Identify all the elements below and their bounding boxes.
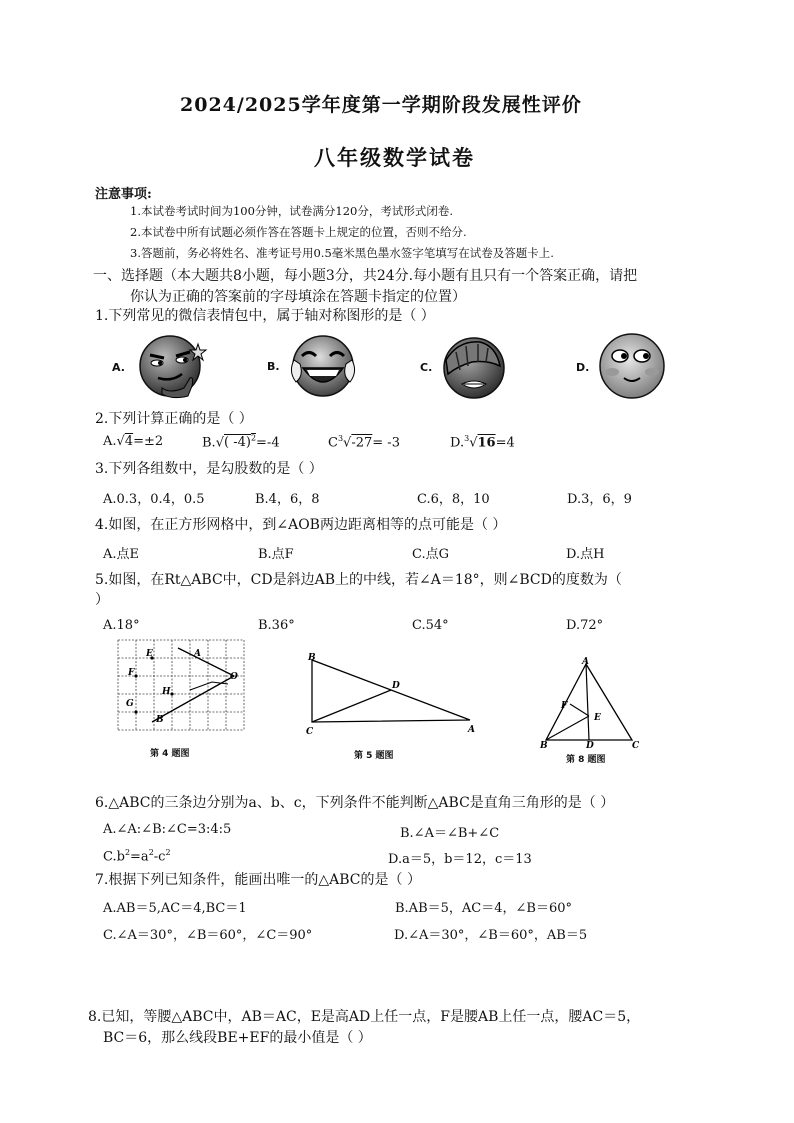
q2-option-a [103,434,163,449]
q2-stem: 2.下列计算正确的是（ ） [95,411,253,427]
q4-option-c: C.点G [412,547,450,562]
q2-c-index: 3 [337,434,344,443]
q2-d-rest: =4 [495,435,515,451]
q1-option-c-label: C. [420,361,433,374]
fig5-label-c: C [306,727,314,737]
fig8-label-e: E [594,713,601,723]
q3-option-a: A.0.3，0.4，0.5 [103,492,205,507]
q8-stem-line1: 8.已知，等腰△ABC中，AB＝AC，E是高AD上任一点，F是腰AB上任一点，腰AC＝5， [88,1009,641,1025]
q4-option-a: A.点E [103,547,140,562]
fig4-label-g: G [126,699,134,709]
q1-option-a-label: A. [112,361,125,374]
q5-option-c: C.54° [412,618,449,633]
note-item-1: 1.本试卷考试时间为100分钟，试卷满分120分，考试形式闭卷. [130,204,454,218]
q2-a-radicand: 4 [124,434,134,449]
q5-option-a: A.18° [103,618,140,633]
q5-stem-line1: 5.如图，在Rt△ABC中，CD是斜边AB上的中线，若∠A＝18°，则∠BCD的度数为（ [95,572,622,588]
fig4-label-e: E [146,649,153,659]
fig8-label-d: D [586,741,594,748]
q2-option-c [328,434,400,450]
q6-option-c [103,848,171,864]
q6-option-d: D.a＝5，b＝12，c＝13 [388,852,532,867]
q6-c-end: -c [153,849,166,865]
q7-option-a: A.AB＝5,AC＝4,BC＝1 [103,901,247,916]
q2-a-rest: =±2 [133,434,164,449]
fig5-label-b: B [308,653,316,663]
q5-option-b: B.36° [258,618,295,633]
fig4-label-o: O [230,672,238,682]
q3-stem: 3.下列各组数中，是勾股数的是（ ） [95,461,323,477]
q2-b-prefix: B. [202,435,216,451]
q2-option-d [450,434,515,450]
q7-option-d: D.∠A＝30°，∠B＝60°，AB＝5 [394,928,588,943]
fig8-label-b: B [540,741,548,748]
q8-stem-line2: BC＝6，那么线段BE+EF的最小值是（ ） [103,1030,372,1046]
q7-option-c: C.∠A＝30°，∠B＝60°，∠C＝90° [103,928,313,943]
emoji-laughing-tears-image [286,332,360,400]
figure-8-triangle [534,656,644,748]
notes-heading: 注意事项: [95,187,152,202]
q6-c-exp-c: 2 [165,848,171,857]
q2-b-radicand: ( -4)$^2$ [223,434,257,451]
fig5-label-a: A [468,725,475,735]
fig8-label-f: F [561,701,568,711]
fig4-label-f: F [128,668,135,678]
q5-option-d: D.72° [566,618,604,633]
q1-option-b-label: B. [267,360,280,373]
figure-4-caption: 第 4 题图 [150,749,190,759]
q2-d-prefix: D. [450,435,465,451]
q6-c-mid: =a [130,849,149,865]
q1-stem: 1.下列常见的微信表情包中，属于轴对称图形的是（ ） [95,308,435,324]
q6-option-b: B.∠A＝∠B+∠C [400,826,500,841]
figure-8-caption: 第 8 题图 [566,755,606,765]
emoji-shy-smile-image [596,330,668,402]
q2-b-inner: ( -4) [223,435,251,451]
q2-a-prefix: A. [103,434,117,449]
q7-option-b: B.AB＝5，AC＝4，∠B＝60° [395,901,572,916]
q5-stem-line2: ） [95,592,109,608]
q7-stem: 7.根据下列已知条件，能画出唯一的△ABC的是（ ） [95,872,421,888]
sqrt-symbol: √ [469,435,478,451]
exam-subtitle: 八年级数学试卷 [314,145,475,170]
note-item-2: 2.本试卷中所有试题必须作答在答题卡上规定的位置，否则不给分. [130,225,467,239]
sqrt-symbol: √ [343,435,352,451]
figure-5-caption: 第 5 题图 [354,751,394,761]
exam-title: 2024/2025学年度第一学期阶段发展性评价 [180,94,582,116]
sqrt-symbol: √ [215,435,224,451]
fig4-label-a: A [194,649,201,659]
q2-d-radicand: 16 [477,435,496,451]
q2-b-rest: =-4 [256,435,280,451]
q4-stem: 4.如图，在正方形网格中，到∠AOB两边距离相等的点可能是（ ） [95,517,507,533]
q6-option-a: A.∠A:∠B:∠C=3:4:5 [103,822,232,837]
section1-instruction-line1: 一、选择题（本大题共8小题，每小题3分，共24分.每小题有且只有一个答案正确，请把 [93,268,638,284]
fig4-label-h: H [162,687,171,697]
q4-option-d: D.点H [566,547,605,562]
q6-c-exp-b: 2 [124,848,131,857]
q4-option-b: B.点F [258,547,294,562]
emoji-facepalm-image [438,330,510,402]
q3-option-d: D.3，6，9 [567,492,632,507]
section1-instruction-line2: 你认为正确的答案前的字母填涂在答题卡指定的位置） [130,289,466,305]
q3-option-c: C.6，8，10 [417,492,490,507]
q6-stem: 6.△ABC的三条边分别为a、b、c，下列条件不能判断△ABC是直角三角形的是（ ） [95,795,615,811]
fig8-label-a: A [582,657,589,667]
note-item-3: 3.答题前，务必将姓名、准考证号用0.5毫米黑色墨水签字笔填写在试卷及答题卡上. [130,246,554,260]
fig8-label-c: C [632,741,640,748]
q6-c-exp-a: 2 [148,848,154,857]
q1-option-d-label: D. [576,361,590,374]
q6-c-pre: C.b [103,849,125,865]
fig5-label-d: D [392,681,400,691]
q2-c-rest: = -3 [372,435,400,451]
emoji-smirk-image [132,330,212,402]
figure-5-triangle [302,650,484,738]
q2-option-b [202,434,280,450]
q2-c-prefix: C [328,435,338,451]
q2-d-index: 3 [464,434,470,443]
fig4-label-b: B [156,715,164,725]
q3-option-b: B.4，6，8 [255,492,320,507]
q2-c-radicand: -27 [351,435,373,451]
sqrt-symbol: √ [116,434,125,449]
figure-4-grid [112,636,252,740]
